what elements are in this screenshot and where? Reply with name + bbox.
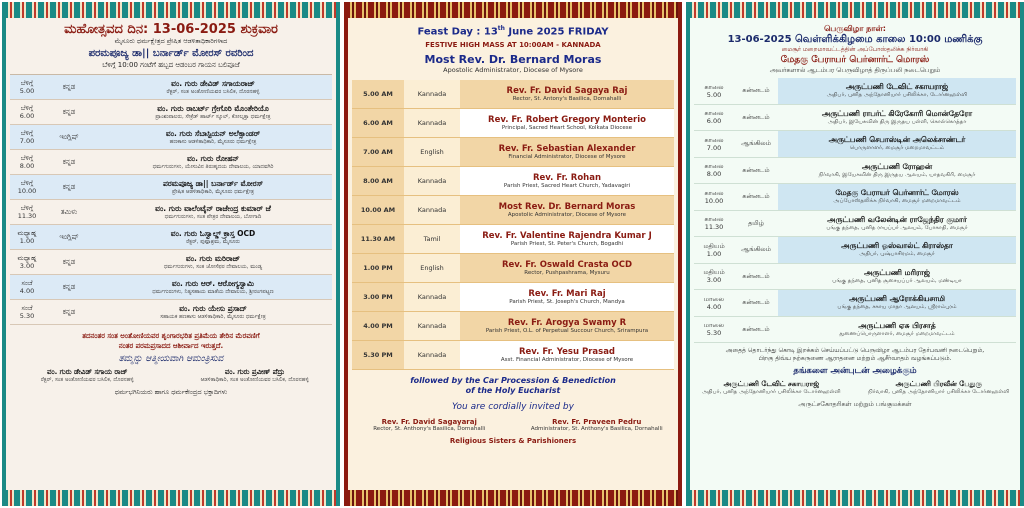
decorative-border-bottom bbox=[2, 490, 340, 506]
celebrant-desc: ಧರ್ಮಗುರುಗಳು, ಸಂತ ಪೇತ್ರರ ದೇವಾಲಯ, ಬೋಗಾದಿ bbox=[164, 213, 262, 220]
mass-time bbox=[10, 300, 44, 324]
celebrant bbox=[460, 225, 674, 254]
mass-language: English bbox=[404, 138, 460, 167]
hosts bbox=[694, 380, 1016, 396]
celebrant-name: அருட்பணி வலேன்டின் ராஜேந்திர குமார் bbox=[827, 214, 967, 224]
celebrant-desc: பங்கு தந்தை, புனித சூசையப்பர் ஆலயம், மண்டியா bbox=[832, 277, 962, 284]
schedule-row bbox=[352, 283, 674, 312]
celebrant bbox=[460, 138, 674, 167]
mass-language: கன்னடம் bbox=[742, 298, 770, 307]
mass-language: Kannada bbox=[404, 196, 460, 225]
mass-time bbox=[694, 131, 734, 157]
hosts bbox=[352, 418, 674, 432]
celebrant-desc: Parish Priest, O.L. of Perpetual Succour Church, Srirampura bbox=[485, 328, 649, 335]
host-name: அருட்பணி பிரவீன் பேதுரு bbox=[895, 380, 982, 388]
celebrant-name: Rev. Fr. Rohan bbox=[533, 173, 601, 184]
mass-language: கன்னடம் bbox=[742, 192, 770, 201]
decorative-border-left bbox=[344, 2, 348, 506]
schedule-row bbox=[694, 105, 1016, 132]
mass-time: 10.00 AM bbox=[352, 196, 404, 225]
time-period: ಬೆಳಿಗ್ಗೆ bbox=[20, 129, 34, 137]
mass-time bbox=[694, 264, 734, 290]
mass-time bbox=[10, 200, 44, 224]
procession-line-1: அதைத் தொடர்ந்து கொடி இறக்கம் செய்யப்பட்டு பெருவிழா ஆடம்பர தேர்பவனி நடைபெறும், bbox=[725, 347, 985, 354]
decorative-border-bottom bbox=[686, 490, 1024, 506]
time-period: காலை bbox=[704, 162, 724, 171]
time-period: ಬೆಳಿಗ್ಗೆ bbox=[20, 204, 34, 212]
procession-note bbox=[352, 376, 674, 396]
decorative-border-top bbox=[2, 2, 340, 18]
time-period: ಸಂಜೆ bbox=[21, 304, 33, 312]
mass-time: 5.30 PM bbox=[352, 341, 404, 370]
celebrant-name: அருட்பணி செபாஸ்டின் அலெக்சாண்டர் bbox=[828, 135, 966, 145]
mass-time: 8.00 AM bbox=[352, 167, 404, 196]
mass-language: Tamil bbox=[404, 225, 460, 254]
schedule-row bbox=[694, 237, 1016, 264]
time-value: 1.00 bbox=[19, 237, 35, 245]
celebrant-desc: ರೆಕ್ಟರ್, ಪುಷ್ಪಾಶ್ರಮ, ಮೈಸೂರು bbox=[186, 238, 240, 245]
host-desc: Administrator, St. Anthony's Basilica, Dornahalli bbox=[530, 426, 663, 433]
celebrant-name: Rev. Fr. Mari Raj bbox=[528, 289, 606, 300]
celebrant-name: ವಂ. ಗುರು ಯೇಸು ಪ್ರಸಾದ್ bbox=[179, 303, 247, 313]
mass-time: 11.30 AM bbox=[352, 225, 404, 254]
celebrant-name: Rev. Fr. Sebastian Alexander bbox=[498, 144, 636, 155]
time-value: 8.00 bbox=[706, 170, 722, 179]
celebrant-title: Most Rev. Dr. Bernard Moras bbox=[424, 53, 602, 67]
mass-language: ಇಂಗ್ಲಿಷ್ bbox=[59, 132, 79, 141]
feast-date-header: ಮಹೋತ್ಸವದ ದಿನ: 13-06-2025 ಶುಕ್ರವಾರ bbox=[64, 22, 278, 37]
schedule-row bbox=[352, 167, 674, 196]
schedule-row bbox=[10, 225, 332, 250]
time-value: 5.00 bbox=[19, 87, 35, 95]
host-name: Rev. Fr. Praveen Pedru bbox=[552, 418, 642, 427]
celebrant-name: அருட்பணி மரிராஜ் bbox=[863, 267, 931, 277]
host-1 bbox=[10, 368, 165, 384]
schedule-row bbox=[10, 300, 332, 325]
schedule-row bbox=[352, 138, 674, 167]
mass-language: ಕನ್ನಡ bbox=[62, 282, 76, 291]
procession-note bbox=[694, 347, 1016, 363]
host-desc: நிர்வாகி, புனித அந்தோனியார் பசிலிக்கா டோர்னஹள்ளி bbox=[868, 389, 1010, 395]
mass-time bbox=[10, 175, 44, 199]
celebrant-name: அருட்பணி ரோஹன் bbox=[861, 161, 933, 171]
time-value: 4.00 bbox=[706, 302, 722, 311]
mass-time bbox=[10, 150, 44, 174]
celebrant-name: Rev. Fr. David Sagaya Raj bbox=[506, 86, 628, 97]
mass-language: Kannada bbox=[404, 283, 460, 312]
mass-time bbox=[10, 250, 44, 274]
procession-line-1: followed by the Car Procession & Benediction bbox=[410, 376, 616, 386]
celebrant-name: Rev. Fr. Yesu Prasad bbox=[518, 347, 616, 358]
tamil-panel bbox=[686, 2, 1024, 506]
celebrant bbox=[94, 75, 332, 99]
celebrant-name: Rev. Fr. Oswald Crasta OCD bbox=[501, 260, 633, 271]
time-period: ಬೆಳಿಗ್ಗೆ bbox=[20, 179, 34, 187]
time-period: ಬೆಳಿಗ್ಗೆ bbox=[20, 154, 34, 162]
schedule-row bbox=[352, 254, 674, 283]
mass-time bbox=[694, 290, 734, 316]
host-desc: ಆಡಳಿತಾಧಿಕಾರಿ, ಸಂತ ಅಂತೋಣಿಯವರ ಬಸಿಲಿಕ, ದೊರನಹಳ್ಳಿ bbox=[200, 377, 309, 383]
celebrant bbox=[778, 158, 1016, 184]
schedule-row bbox=[694, 211, 1016, 238]
schedule-row bbox=[352, 341, 674, 370]
celebrant bbox=[94, 250, 332, 274]
invitation-line: ತಮ್ಮನ್ನು ಆತ್ಮೀಯವಾಗಿ ಆಮಂತ್ರಿಸುವ bbox=[118, 354, 224, 364]
celebrant-desc: Apostolic Administrator, Diocese of Mysore bbox=[443, 66, 583, 75]
celebrant-name: அருட்பணி ஏசு பிரசாத் bbox=[858, 320, 936, 330]
celebrant-desc: அதிபர், இயேசுவின் திரு இருதய பள்ளி, கொல்கொத்தா bbox=[827, 118, 967, 125]
time-value: 1.00 bbox=[706, 249, 722, 258]
feast-date-prefix: Feast Day : 13 bbox=[417, 26, 498, 38]
schedule-row bbox=[694, 131, 1016, 158]
celebrant-desc: பங்கு தந்தை, சகாய மாதா ஆலயம், ஸ்ரீராம்புரம் bbox=[837, 304, 957, 311]
mass-language: ಕನ್ನಡ bbox=[62, 82, 76, 91]
mass-language: Kannada bbox=[404, 312, 460, 341]
celebrant-desc: Rector, Pushpashrama, Mysuru bbox=[524, 270, 610, 277]
time-period: ಬೆಳಿಗ್ಗೆ bbox=[20, 79, 34, 87]
procession-note bbox=[10, 331, 332, 351]
time-period: மாலை bbox=[703, 321, 725, 330]
celebrant bbox=[460, 109, 674, 138]
celebrant bbox=[460, 341, 674, 370]
mass-language: ಕನ್ನಡ bbox=[62, 257, 76, 266]
mass-time: 3.00 PM bbox=[352, 283, 404, 312]
time-period: காலை bbox=[704, 82, 724, 91]
hosts bbox=[10, 368, 332, 384]
celebrant bbox=[460, 283, 674, 312]
mass-language: ಕನ್ನಡ bbox=[62, 182, 76, 191]
time-value: 7.00 bbox=[706, 143, 722, 152]
schedule-row bbox=[694, 290, 1016, 317]
mass-time bbox=[694, 78, 734, 104]
feast-day-label: பெருவிழா நாள்: bbox=[824, 24, 886, 33]
celebrant-desc: ಧರ್ಮಗುರುಗಳು, ಸಂತ ಜೋಸೆಫರ ದೇವಾಲಯ, ಮಂಡ್ಯ bbox=[163, 263, 263, 270]
time-value: 10.00 bbox=[704, 196, 724, 205]
celebrant-name: ವಂ. ಗುರು ರೋಹನ್ bbox=[186, 153, 239, 163]
schedule-row bbox=[10, 100, 332, 125]
celebrant-name: ವಂ. ಗುರು ಓಸ್ವಾಲ್ಡ್ ಕ್ರಾಸ್ತ OCD bbox=[170, 228, 256, 238]
mass-language: கன்னடம் bbox=[742, 112, 770, 121]
procession-line-2: பிறகு திவ்ய நற்கருணை ஆராதனை மற்றும் ஆசீர்வாதம் வழங்கப்படும். bbox=[758, 355, 952, 362]
time-period: ಮಧ್ಯಾಹ್ನ bbox=[17, 254, 37, 262]
procession-line-2: of the Holy Eucharist bbox=[465, 386, 561, 396]
host-name: ವಂ. ಗುರು ಡೇವಿಡ್ ಸಗಾಯ ರಾಜ್ bbox=[46, 368, 128, 376]
celebrant-desc: ಧರ್ಮಗುರುಗಳು, ಯೇಸುವಿನ ತಿರುಹೃದಯ ದೇವಾಲಯ, ಯಾದವಗಿರಿ bbox=[152, 163, 274, 170]
schedule-row bbox=[10, 200, 332, 225]
mass-language: ಇಂಗ್ಲಿಷ್ bbox=[59, 232, 79, 241]
celebrant-name: ವಂ. ಗುರು ಮರಿರಾಜ್ bbox=[185, 253, 241, 263]
procession-line-2: ನಂತರ ಪರಮಪ್ರಸಾದದ ಆಶೀರ್ವಾದ ಇರುತ್ತದೆ. bbox=[118, 342, 224, 350]
time-period: மதியம் bbox=[703, 241, 725, 250]
celebrant-name: ವಂ. ಗುರು ವಾಲೆಂಟೈನ್ ರಾಜೇಂದ್ರ ಕುಮಾರ್ ಜೆ bbox=[155, 203, 271, 213]
mass-time: 6.00 AM bbox=[352, 109, 404, 138]
feast-date-suffix: th bbox=[497, 25, 505, 32]
celebrant-name: மேதகு பேராயர் பெர்னார்ட் மோரஸ் bbox=[835, 188, 959, 198]
schedule-row bbox=[694, 264, 1016, 291]
mass-time bbox=[694, 237, 734, 263]
mass-language: கன்னடம் bbox=[742, 271, 770, 280]
celebrant-name: ವಂ. ಗುರು ಸೆಬಾಸ್ಟಿಯನ್ ಅಲೆಕ್ಸಾಂಡರ್ bbox=[165, 128, 261, 138]
feast-date-header bbox=[352, 25, 674, 37]
celebrant-name: Rev. Fr. Valentine Rajendra Kumar J bbox=[482, 231, 652, 242]
mass-language: கன்னடம் bbox=[742, 165, 770, 174]
mass-time bbox=[694, 211, 734, 237]
celebrant-name: ಪರಮಪೂಜ್ಯ ಡಾ|| ಬರ್ನಾರ್ಡ್ ಮೋರಸ್ bbox=[162, 178, 264, 188]
mass-language: ತಮಿಳು bbox=[60, 207, 78, 216]
mass-time bbox=[694, 184, 734, 210]
celebrant-name: ವಂ. ಗುರು ರಾಬರ್ಟ್ ಗ್ರೇಗೊರಿ ಮೊಂತೇರಿಯೊ bbox=[157, 103, 269, 113]
schedule-row bbox=[352, 312, 674, 341]
mass-language: Kannada bbox=[404, 109, 460, 138]
time-period: காலை bbox=[704, 135, 724, 144]
schedule-row bbox=[352, 80, 674, 109]
invitation-line: You are cordially invited by bbox=[452, 402, 574, 413]
celebrant bbox=[778, 131, 1016, 157]
time-value: 3.00 bbox=[706, 276, 722, 285]
mass-time bbox=[10, 225, 44, 249]
schedule-row bbox=[694, 158, 1016, 185]
mass-language: கன்னடம் bbox=[742, 324, 770, 333]
time-period: ಸಂಜೆ bbox=[21, 279, 33, 287]
high-mass-line: அவர்களால் ஆடம்பர பெருவிழாத் திருப்பலி நடைபெறும் bbox=[769, 66, 941, 74]
celebrant-title: மேதகு பேராயர் பெர்னார்ட் மொரஸ் bbox=[780, 55, 930, 65]
celebrant bbox=[778, 264, 1016, 290]
celebrant-desc: துணைப்பொருளாளர், மைசூர் மறைமாவட்டம் bbox=[839, 330, 955, 337]
mass-language: ಕನ್ನಡ bbox=[62, 307, 76, 316]
time-value: 3.00 bbox=[19, 262, 35, 270]
celebrant bbox=[460, 167, 674, 196]
decorative-border-bottom bbox=[344, 490, 682, 506]
celebrant bbox=[460, 254, 674, 283]
celebrant bbox=[460, 196, 674, 225]
schedule-row bbox=[352, 109, 674, 138]
celebrant bbox=[94, 175, 332, 199]
schedule-row bbox=[10, 175, 332, 200]
celebrant bbox=[94, 300, 332, 324]
kannada-panel bbox=[2, 2, 340, 506]
host-name: ವಂ. ಗುರು ಪ್ರವೀಣ್ ಪೆದ್ರು bbox=[224, 368, 285, 376]
decorative-border-left bbox=[2, 2, 6, 506]
procession-line-1: ತದನಂತರ ಸಂತ ಅಂತೋಣಿಯವರ ಶೃಂಗಾರಭರಿತ ಪ್ರತಿಮೆಯ ತೇರಿನ ಮೆರವಣಿಗೆ bbox=[82, 332, 260, 340]
celebrant-name: அருட்பணி ராபர்ட் கிரேகோரி மொன்தேரோ bbox=[821, 108, 973, 118]
host-name: அருட்பணி டேவிட் சகாயராஜ் bbox=[723, 380, 820, 388]
time-value: 10.00 bbox=[17, 187, 37, 195]
celebrant-desc: ಸಹಾಯಕ ಹಣಕಾಸು ಆಡಳಿತಾಧಿಕಾರಿ, ಮೈಸೂರು ಧರ್ಮಕ್ಷೇತ್ರ bbox=[160, 313, 266, 320]
celebrant-desc: பங்கு தந்தை, புனித ராயப்பர் ஆலயம், போகாதி, மைசூர் bbox=[826, 224, 968, 231]
feast-date-header: 13-06-2025 வெள்ளிக்கிழமை காலை 10:00 மணிக்கு bbox=[727, 34, 983, 45]
celebrant-desc: அப்போஸ்தலிக்க நிர்வாகி, மைசூர் மறைமாவட்டம் bbox=[833, 198, 961, 205]
high-mass-line: FESTIVE HIGH MASS AT 10:00AM - KANNADA bbox=[425, 41, 601, 50]
administrator-line: ಮೈಸೂರು ಧರ್ಮಕ್ಷೇತ್ರದ ಪ್ರೇಷಿತ ಆಡಳಿತಾಧಿಕಾರಿಗಳಾದ bbox=[114, 37, 228, 45]
celebrant-desc: ಪ್ರೇಷಿತ ಆಡಳಿತಾಧಿಕಾರಿ, ಮೈಸೂರು ಧರ್ಮಕ್ಷೇತ್ರ bbox=[171, 188, 255, 195]
celebrant-desc: Financial Administrator, Diocese of Mysore bbox=[508, 154, 626, 161]
time-value: 5.00 bbox=[706, 90, 722, 99]
time-period: மதியம் bbox=[703, 268, 725, 277]
celebrant-name: Rev. Fr. Arogya Swamy R bbox=[507, 318, 627, 329]
feast-date-rest: June 2025 FRIDAY bbox=[504, 26, 609, 38]
time-value: 5.30 bbox=[19, 312, 35, 320]
host-desc: ರೆಕ್ಟರ್, ಸಂತ ಅಂತೋಣಿಯವರ ಬಸಿಲಿಕ, ದೊರನಹಳ್ಳಿ bbox=[40, 377, 134, 383]
celebrant-desc: ರೆಕ್ಟರ್, ಸಂತ ಅಂತೋಣಿಯವರ ಬಸಿಲಿಕ, ದೊರನಹಳ್ಳಿ bbox=[166, 88, 260, 95]
decorative-border-right bbox=[1020, 2, 1024, 506]
celebrant-desc: Rector, St. Antony's Basilica, Dornahalli bbox=[512, 96, 622, 103]
schedule-row bbox=[10, 125, 332, 150]
celebrant bbox=[778, 105, 1016, 131]
schedule-row bbox=[694, 184, 1016, 211]
celebrant-desc: Principal, Sacred Heart School, Kolkata Diocese bbox=[501, 125, 633, 132]
celebrant bbox=[460, 80, 674, 109]
celebrant-desc: பொருளாளர், மைசூர் மறைமாவட்டம் bbox=[849, 145, 945, 152]
mass-time: 1.00 PM bbox=[352, 254, 404, 283]
high-mass-line: ಬೆಳಿಗ್ಗೆ 10:00 ಗಂಟೆಗೆ ಹಬ್ಬದ ಆಡಂಬರ ಗಾಯನ ಬಲಿಪೂಜೆ bbox=[102, 61, 240, 69]
celebrant bbox=[778, 290, 1016, 316]
mass-time bbox=[10, 275, 44, 299]
sisters-parishioners: அருட்சகோதரிகள் மற்றும் பங்குமக்கள் bbox=[798, 400, 912, 408]
mass-time: 5.00 AM bbox=[352, 80, 404, 109]
celebrant-name: ವಂ. ಗುರು ಆರ್. ಆರೋಗ್ಯಸ್ವಾಮಿ bbox=[171, 278, 255, 288]
mass-time bbox=[10, 75, 44, 99]
time-value: 6.00 bbox=[706, 117, 722, 126]
sisters-parishioners: ಧರ್ಮಭಗಿನಿಯರು ಹಾಗೂ ಧರ್ಮಕೇಂದ್ರದ ಭಕ್ತಾದಿಗಳು bbox=[114, 388, 228, 396]
celebrant-desc: Parish Priest, St. Peter's Church, Bogadhi bbox=[510, 241, 624, 248]
english-panel bbox=[344, 2, 682, 506]
schedule-row bbox=[10, 75, 332, 100]
celebrant-desc: அதிபர், புனித அந்தோனியார் பசிலிக்கா, டோர்னஹள்ளி bbox=[826, 92, 968, 99]
invitation-line: தங்களை அன்புடன் அழைக்கும் bbox=[793, 366, 917, 376]
celebrant-desc: அதிபர், புஷ்பாசிரமம், மைசூர் bbox=[859, 251, 935, 258]
schedule-row bbox=[694, 317, 1016, 344]
time-period: காலை bbox=[704, 109, 724, 118]
mass-language: கன்னடம் bbox=[742, 86, 770, 95]
administrator-line: மைசூர் மறைமாவட்டத்தின் அப்போஸ்தலிக்க நிர்வாகி bbox=[781, 46, 929, 53]
celebrant bbox=[94, 150, 332, 174]
celebrant bbox=[778, 317, 1016, 343]
decorative-border-right bbox=[678, 2, 682, 506]
time-value: 5.30 bbox=[706, 329, 722, 338]
celebrant bbox=[778, 184, 1016, 210]
host-desc: அதிபர், புனித அந்தோனியார் பசிலிக்கா டோர்னஹள்ளி bbox=[701, 389, 841, 395]
schedule-row bbox=[10, 275, 332, 300]
mass-language: ஆங்கிலம் bbox=[741, 245, 771, 254]
time-value: 4.00 bbox=[19, 287, 35, 295]
mass-language: Kannada bbox=[404, 341, 460, 370]
decorative-border-right bbox=[336, 2, 340, 506]
celebrant-desc: Parish Priest, St. Joseph's Church, Mandya bbox=[509, 299, 625, 306]
host-1 bbox=[352, 418, 507, 432]
host-1 bbox=[694, 380, 849, 396]
time-value: 7.00 bbox=[19, 137, 35, 145]
mass-language: ಕನ್ನಡ bbox=[62, 107, 76, 116]
mass-time bbox=[694, 105, 734, 131]
mass-language: ಕನ್ನಡ bbox=[62, 157, 76, 166]
time-value: 8.00 bbox=[19, 162, 35, 170]
mass-time bbox=[10, 100, 44, 124]
celebrant-desc: Parish Priest, Sacred Heart Church, Yadavagiri bbox=[503, 183, 631, 190]
schedule-row bbox=[10, 250, 332, 275]
host-2 bbox=[861, 380, 1016, 396]
celebrant-desc: ಧರ್ಮಗುರುಗಳು, ನಿತ್ಯಸಹಾಯ ಮಾತೆಯ ದೇವಾಲಯ, ಶ್ರೀರಂಗಪಟ್ಟಣ bbox=[152, 288, 274, 295]
celebrant bbox=[778, 211, 1016, 237]
time-period: ಮಧ್ಯಾಹ್ನ bbox=[17, 229, 37, 237]
mass-schedule-table bbox=[352, 80, 674, 370]
mass-time bbox=[10, 125, 44, 149]
host-2 bbox=[177, 368, 332, 384]
decorative-border-top bbox=[344, 2, 682, 18]
celebrant-name: Most Rev. Dr. Bernard Moras bbox=[498, 202, 636, 213]
host-2 bbox=[519, 418, 674, 432]
celebrant-name: அருட்பணி டேவிட் சகாயராஜ் bbox=[845, 82, 949, 92]
celebrant bbox=[94, 275, 332, 299]
mass-language: English bbox=[404, 254, 460, 283]
celebrant-desc: ಪ್ರಾಂಶುಪಾಲರು, ಸೇಕ್ರೆಡ್ ಹಾರ್ಟ್ ಸ್ಕೂಲ್, ಕೋಲ್ಕತ್ತಾ ಧರ್ಮಕ್ಷೇತ್ರ bbox=[155, 113, 271, 120]
celebrant bbox=[778, 78, 1016, 104]
mass-language: தமிழ் bbox=[748, 218, 764, 227]
mass-time: 4.00 PM bbox=[352, 312, 404, 341]
celebrant-name: ವಂ. ಗುರು ಡೇವಿಡ್ ಸಗಾಯರಾಜ್ bbox=[171, 78, 255, 88]
mass-language: Kannada bbox=[404, 80, 460, 109]
mass-language: ஆங்கிலம் bbox=[741, 139, 771, 148]
decorative-border-top bbox=[686, 2, 1024, 18]
time-value: 6.00 bbox=[19, 112, 35, 120]
celebrant-desc: ಹಣಕಾಸು ಆಡಳಿತಾಧಿಕಾರಿ, ಮೈಸೂರು ಧರ್ಮಕ್ಷೇತ್ರ bbox=[169, 138, 257, 145]
mass-schedule-table bbox=[694, 78, 1016, 343]
time-period: காலை bbox=[704, 215, 724, 224]
decorative-border-left bbox=[686, 2, 690, 506]
celebrant bbox=[94, 125, 332, 149]
celebrant bbox=[94, 225, 332, 249]
celebrant-desc: நிர்வாகி, இயேசுவின் திரு இருதய ஆலயம், யாதவகிரி, மைசூர் bbox=[818, 171, 976, 178]
celebrant-name: அருட்பணி ஆரோக்கியசாமி bbox=[848, 294, 946, 304]
celebrant bbox=[94, 200, 332, 224]
host-name: Rev. Fr. David Sagayaraj bbox=[381, 418, 477, 427]
mass-time bbox=[694, 158, 734, 184]
celebrant bbox=[460, 312, 674, 341]
celebrant-desc: Asst. Financial Administrator, Diocese of Mysore bbox=[500, 357, 634, 364]
mass-language: Kannada bbox=[404, 167, 460, 196]
time-period: காலை bbox=[704, 188, 724, 197]
celebrant-name: Rev. Fr. Robert Gregory Monterio bbox=[488, 115, 646, 126]
schedule-row bbox=[694, 78, 1016, 105]
time-value: 11.30 bbox=[704, 223, 724, 232]
time-period: ಬೆಳಿಗ್ಗೆ bbox=[20, 104, 34, 112]
host-desc: Rector, St. Anthony's Basilica, Dornahalli bbox=[373, 426, 486, 433]
sisters-parishioners: Religious Sisters & Parishioners bbox=[449, 437, 577, 446]
celebrant-title: ಪರಮಪೂಜ್ಯ ಡಾ|| ಬರ್ನಾರ್ಡ್ ಮೋರಸ್ ರವರಿಂದ bbox=[88, 48, 254, 59]
time-period: மாலை bbox=[703, 294, 725, 303]
celebrant-name: அருட்பணி ஓஸ்வால்ட் கிராஸ்தா bbox=[841, 241, 953, 251]
schedule-row bbox=[352, 225, 674, 254]
mass-time bbox=[694, 317, 734, 343]
mass-schedule-table bbox=[10, 74, 332, 325]
schedule-row bbox=[10, 150, 332, 175]
celebrant bbox=[778, 237, 1016, 263]
celebrant-desc: Apostolic Administrator, Diocese of Mysore bbox=[507, 212, 627, 219]
time-value: 11.30 bbox=[17, 212, 37, 220]
schedule-row bbox=[352, 196, 674, 225]
mass-time: 7.00 AM bbox=[352, 138, 404, 167]
celebrant bbox=[94, 100, 332, 124]
